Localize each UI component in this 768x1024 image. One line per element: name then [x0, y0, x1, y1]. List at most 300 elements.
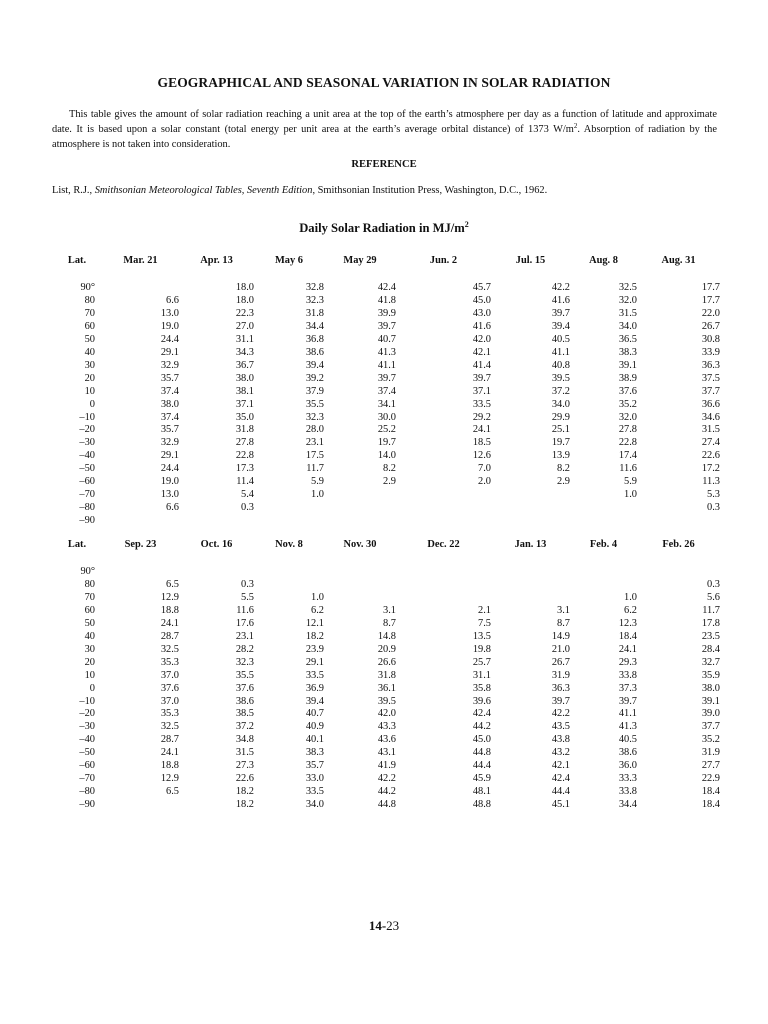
radiation-value-cell: 33.5	[472, 398, 491, 410]
radiation-value-cell: 37.0	[160, 669, 179, 681]
radiation-value-cell	[570, 502, 637, 515]
radiation-value-cell: 45.9	[472, 773, 491, 785]
radiation-value-cell: 17.8	[701, 617, 720, 629]
radiation-value-cell: 40.8	[551, 359, 570, 371]
radiation-value-cell: 34.0	[551, 398, 570, 410]
radiation-value-cell: 40.5	[551, 333, 570, 345]
radiation-value-cell: 1.0	[624, 489, 637, 501]
radiation-value-cell	[396, 579, 491, 592]
radiation-value-cell: 43.1	[377, 747, 396, 759]
radiation-value-cell: 31.9	[551, 669, 570, 681]
radiation-value-cell: 12.1	[305, 617, 324, 629]
radiation-value-cell: 17.4	[618, 450, 637, 462]
radiation-value-cell: 22.9	[701, 773, 720, 785]
radiation-value-cell: 22.6	[701, 450, 720, 462]
table-row	[52, 566, 720, 579]
radiation-value-cell: 7.5	[478, 617, 491, 629]
radiation-value-cell: 36.3	[551, 682, 570, 694]
latitude-cell: 90°	[80, 282, 95, 293]
radiation-value-cell: 5.6	[707, 591, 720, 603]
radiation-value-cell: 33.9	[701, 346, 720, 358]
radiation-value-cell: 31.1	[235, 333, 254, 345]
table-row	[52, 308, 720, 321]
radiation-value-cell: 26.7	[551, 656, 570, 668]
table-title-text: Daily Solar Radiation in MJ/m	[299, 221, 465, 235]
radiation-value-cell	[396, 566, 491, 579]
table-row	[52, 424, 720, 437]
date-column-header: Jan. 13	[514, 538, 547, 550]
table-row	[52, 644, 720, 657]
radiation-value-cell: 12.9	[160, 773, 179, 785]
radiation-value-cell: 41.1	[377, 359, 396, 371]
radiation-value-cell: 44.8	[472, 747, 491, 759]
radiation-value-cell: 32.5	[160, 643, 179, 655]
radiation-value-cell: 43.8	[551, 734, 570, 746]
radiation-value-cell: 45.0	[472, 734, 491, 746]
radiation-value-cell: 29.1	[305, 656, 324, 668]
radiation-value-cell: 29.1	[160, 346, 179, 358]
radiation-value-cell: 45.7	[472, 282, 491, 293]
radiation-value-cell: 36.0	[618, 760, 637, 772]
radiation-value-cell: 5.3	[707, 489, 720, 501]
radiation-value-cell: 41.8	[377, 294, 396, 306]
radiation-value-cell: 35.0	[235, 411, 254, 423]
radiation-value-cell: 29.9	[551, 411, 570, 423]
radiation-value-cell	[324, 579, 396, 592]
radiation-value-cell: 25.1	[551, 424, 570, 436]
date-column-header: May 6	[275, 254, 303, 266]
radiation-value-cell: 39.5	[377, 695, 396, 707]
table-row	[52, 721, 720, 734]
radiation-value-cell: 36.5	[618, 333, 637, 345]
table-row	[52, 696, 720, 709]
radiation-value-cell: 13.5	[472, 630, 491, 642]
radiation-value-cell: 3.1	[557, 604, 570, 616]
radiation-value-cell: 18.0	[235, 282, 254, 293]
radiation-value-cell: 35.7	[305, 760, 324, 772]
radiation-value-cell: 33.5	[305, 669, 324, 681]
radiation-value-cell: 41.3	[618, 721, 637, 733]
radiation-value-cell: 12.6	[472, 450, 491, 462]
table-row	[52, 773, 720, 786]
radiation-value-cell: 38.0	[701, 682, 720, 694]
latitude-cell: 10	[84, 669, 95, 681]
radiation-value-cell: 39.7	[551, 695, 570, 707]
radiation-value-cell: 35.5	[235, 669, 254, 681]
radiation-value-cell: 37.1	[235, 398, 254, 410]
latitude-cell: 80	[84, 294, 95, 306]
radiation-value-cell: 28.4	[701, 643, 720, 655]
table-row	[52, 747, 720, 760]
latitude-cell: 60	[84, 320, 95, 332]
table-row	[52, 605, 720, 618]
radiation-value-cell: 31.8	[235, 424, 254, 436]
latitude-cell: –50	[79, 463, 95, 475]
radiation-value-cell: 42.4	[551, 773, 570, 785]
radiation-value-cell	[491, 502, 570, 515]
radiation-value-cell: 37.1	[472, 385, 491, 397]
radiation-value-cell: 6.6	[166, 294, 179, 306]
radiation-value-cell: 8.2	[383, 463, 396, 475]
table-row	[52, 321, 720, 334]
table-row	[52, 683, 720, 696]
radiation-value-cell: 36.1	[377, 682, 396, 694]
latitude-cell: –40	[79, 450, 95, 462]
radiation-value-cell: 33.3	[618, 773, 637, 785]
radiation-value-cell: 14.8	[377, 630, 396, 642]
radiation-value-cell: 42.2	[551, 708, 570, 720]
radiation-value-cell: 30.8	[701, 333, 720, 345]
table-row	[52, 502, 720, 515]
radiation-value-cell: 32.0	[618, 411, 637, 423]
radiation-value-cell: 24.1	[472, 424, 491, 436]
latitude-cell: 40	[84, 346, 95, 358]
radiation-value-cell: 19.7	[377, 437, 396, 449]
latitude-cell: 10	[84, 385, 95, 397]
radiation-value-cell: 0.3	[707, 502, 720, 514]
page-title: GEOGRAPHICAL AND SEASONAL VARIATION IN SOLAR RADIATION	[157, 75, 611, 90]
table-row	[52, 347, 720, 360]
radiation-value-cell: 37.2	[551, 385, 570, 397]
radiation-value-cell: 20.9	[377, 643, 396, 655]
radiation-value-cell: 7.0	[478, 463, 491, 475]
lat-column-header: Lat.	[67, 254, 87, 266]
latitude-cell: 30	[84, 643, 95, 655]
radiation-value-cell: 37.4	[160, 411, 179, 423]
table-row	[52, 386, 720, 399]
latitude-cell: –10	[79, 695, 95, 707]
radiation-value-cell	[570, 566, 637, 579]
radiation-value-cell: 39.7	[472, 372, 491, 384]
radiation-value-cell: 24.4	[160, 333, 179, 345]
radiation-value-cell: 36.7	[235, 359, 254, 371]
date-column-header: Jul. 15	[515, 254, 546, 266]
radiation-value-cell: 34.6	[701, 411, 720, 423]
radiation-value-cell: 42.4	[472, 708, 491, 720]
radiation-value-cell: 35.5	[305, 398, 324, 410]
radiation-value-cell: 12.9	[160, 591, 179, 603]
radiation-value-cell: 37.4	[377, 385, 396, 397]
radiation-value-cell: 32.0	[618, 294, 637, 306]
table-row	[52, 282, 720, 295]
radiation-value-cell: 39.2	[305, 372, 324, 384]
latitude-cell: –60	[79, 760, 95, 772]
radiation-value-cell: 35.7	[160, 372, 179, 384]
table-row	[52, 360, 720, 373]
radiation-value-cell: 6.5	[166, 786, 179, 798]
radiation-value-cell: 18.2	[235, 786, 254, 798]
radiation-value-cell: 31.8	[377, 669, 396, 681]
radiation-value-cell	[396, 502, 491, 515]
radiation-value-cell: 37.6	[160, 682, 179, 694]
radiation-value-cell: 42.2	[551, 282, 570, 293]
radiation-value-cell: 35.3	[160, 708, 179, 720]
radiation-value-cell: 13.0	[160, 489, 179, 501]
radiation-value-cell	[254, 515, 324, 528]
radiation-value-cell: 34.0	[618, 320, 637, 332]
radiation-value-cell	[491, 515, 570, 528]
radiation-value-cell: 28.7	[160, 630, 179, 642]
table-title-superscript: 2	[464, 220, 469, 229]
date-column-header: Nov. 8	[275, 538, 303, 550]
radiation-value-cell: 21.0	[551, 643, 570, 655]
latitude-cell: –40	[79, 734, 95, 746]
radiation-value-cell: 37.7	[701, 385, 720, 397]
date-column-header: Sep. 23	[124, 538, 157, 550]
radiation-value-cell: 11.7	[306, 463, 324, 475]
lat-column-header: Lat.	[67, 538, 87, 550]
table-row	[52, 295, 720, 308]
radiation-value-cell: 23.1	[305, 437, 324, 449]
radiation-value-cell: 1.0	[624, 591, 637, 603]
radiation-value-cell: 40.5	[618, 734, 637, 746]
radiation-value-cell: 22.8	[618, 437, 637, 449]
radiation-value-cell: 38.6	[618, 747, 637, 759]
radiation-value-cell: 40.7	[305, 708, 324, 720]
table-row	[52, 463, 720, 476]
radiation-value-cell: 39.1	[618, 359, 637, 371]
radiation-value-cell: 33.8	[618, 669, 637, 681]
radiation-value-cell: 41.6	[551, 294, 570, 306]
spacer-row	[52, 553, 720, 566]
radiation-value-cell: 27.0	[235, 320, 254, 332]
latitude-cell: –50	[79, 747, 95, 759]
radiation-value-cell: 17.6	[235, 617, 254, 629]
radiation-value-cell	[324, 566, 396, 579]
latitude-cell: –90	[79, 799, 95, 811]
table-row	[52, 412, 720, 425]
date-column-header: Mar. 21	[123, 254, 158, 266]
table-row	[52, 450, 720, 463]
radiation-value-cell: 34.4	[305, 320, 324, 332]
radiation-value-cell: 2.0	[478, 476, 491, 488]
radiation-value-cell: 14.0	[377, 450, 396, 462]
table-row	[52, 515, 720, 528]
radiation-value-cell	[324, 515, 396, 528]
radiation-value-cell: 31.5	[701, 424, 720, 436]
radiation-value-cell: 33.0	[305, 773, 324, 785]
latitude-cell: 0	[89, 682, 95, 694]
radiation-value-cell: 19.0	[160, 320, 179, 332]
radiation-value-cell: 36.8	[305, 333, 324, 345]
radiation-value-cell: 44.8	[377, 799, 396, 811]
radiation-value-cell: 22.8	[235, 450, 254, 462]
radiation-value-cell: 22.0	[701, 307, 720, 319]
latitude-cell: 70	[84, 307, 95, 319]
radiation-value-cell: 38.0	[160, 398, 179, 410]
date-column-header: Aug. 31	[661, 254, 696, 266]
intro-text: This table gives the amount of solar radiation reaching a unit area at the top of the earth’s atmosphere per day as a function of latitude and approximate date. It is based upon a solar constant (total energy per unit area at the earth’s average orbital distance) of 1373 W/m	[52, 109, 717, 135]
radiation-value-cell: 31.9	[701, 747, 720, 759]
radiation-value-cell: 2.1	[478, 604, 491, 616]
radiation-value-cell	[491, 489, 570, 502]
radiation-value-cell: 27.4	[701, 437, 720, 449]
radiation-value-cell	[179, 566, 254, 579]
radiation-value-cell: 19.8	[472, 643, 491, 655]
table-row	[52, 631, 720, 644]
radiation-value-cell: 32.3	[235, 656, 254, 668]
radiation-value-cell	[102, 799, 179, 812]
page-number-value: 23	[386, 918, 400, 933]
table-row	[52, 786, 720, 799]
radiation-value-cell: 43.5	[551, 721, 570, 733]
reference-publisher: , Smithsonian Institution Press, Washington, D.C., 1962.	[312, 185, 548, 196]
radiation-value-cell: 6.5	[166, 578, 179, 590]
latitude-cell: –70	[79, 489, 95, 501]
table-row	[52, 592, 720, 605]
latitude-cell: 20	[84, 656, 95, 668]
radiation-value-cell	[324, 502, 396, 515]
radiation-value-cell: 8.7	[383, 617, 396, 629]
radiation-value-cell: 37.9	[305, 385, 324, 397]
radiation-value-cell: 38.6	[305, 346, 324, 358]
radiation-value-cell: 18.8	[160, 760, 179, 772]
radiation-value-cell: 37.6	[235, 682, 254, 694]
latitude-cell: –80	[79, 502, 95, 514]
radiation-value-cell: 11.6	[619, 463, 637, 475]
radiation-value-cell: 34.1	[377, 398, 396, 410]
radiation-value-cell: 45.1	[551, 799, 570, 811]
radiation-value-cell: 8.7	[557, 617, 570, 629]
radiation-value-cell: 28.0	[305, 424, 324, 436]
radiation-value-cell: 39.7	[618, 695, 637, 707]
radiation-value-cell: 0.3	[241, 502, 254, 514]
radiation-value-cell: 39.7	[551, 307, 570, 319]
radiation-value-cell: 23.5	[701, 630, 720, 642]
radiation-value-cell: 6.6	[166, 502, 179, 514]
radiation-value-cell: 29.2	[472, 411, 491, 423]
table-row	[52, 657, 720, 670]
radiation-value-cell	[570, 515, 637, 528]
radiation-value-cell: 37.7	[701, 721, 720, 733]
date-column-header: May 29	[343, 254, 377, 266]
radiation-value-cell: 43.6	[377, 734, 396, 746]
radiation-value-cell: 44.2	[472, 721, 491, 733]
radiation-value-cell: 32.5	[618, 282, 637, 293]
radiation-value-cell: 48.8	[472, 799, 491, 811]
radiation-value-cell: 40.7	[377, 333, 396, 345]
latitude-cell: –30	[79, 437, 95, 449]
radiation-value-cell: 42.0	[377, 708, 396, 720]
latitude-cell: –70	[79, 773, 95, 785]
radiation-value-cell: 41.1	[618, 708, 637, 720]
table-row	[52, 708, 720, 721]
radiation-value-cell: 43.3	[377, 721, 396, 733]
radiation-value-cell: 22.6	[235, 773, 254, 785]
latitude-cell: –20	[79, 424, 95, 436]
radiation-value-cell: 35.9	[701, 669, 720, 681]
radiation-value-cell: 30.0	[377, 411, 396, 423]
radiation-value-cell	[637, 515, 720, 528]
radiation-value-cell: 11.7	[702, 604, 720, 616]
radiation-value-cell: 38.0	[235, 372, 254, 384]
radiation-value-cell: 42.4	[377, 282, 396, 293]
radiation-value-cell: 24.1	[618, 643, 637, 655]
radiation-value-cell: 25.2	[377, 424, 396, 436]
latitude-cell: 50	[84, 617, 95, 629]
radiation-value-cell: 44.4	[551, 786, 570, 798]
radiation-value-cell: 37.3	[618, 682, 637, 694]
radiation-value-cell: 29.3	[618, 656, 637, 668]
date-column-header: Dec. 22	[427, 538, 460, 550]
radiation-value-cell	[396, 489, 491, 502]
radiation-value-cell: 18.5	[472, 437, 491, 449]
radiation-value-cell: 0.3	[707, 578, 720, 590]
radiation-value-cell: 13.0	[160, 307, 179, 319]
radiation-value-cell: 39.7	[377, 372, 396, 384]
solar-radiation-table-spring-summer	[52, 253, 720, 528]
radiation-value-cell: 42.2	[377, 773, 396, 785]
radiation-value-cell: 36.3	[701, 359, 720, 371]
radiation-value-cell: 27.8	[618, 424, 637, 436]
radiation-value-cell: 36.6	[701, 398, 720, 410]
radiation-value-cell: 2.9	[383, 476, 396, 488]
radiation-value-cell: 35.8	[472, 682, 491, 694]
table-row	[52, 399, 720, 412]
date-column-header: Aug. 8	[589, 254, 618, 266]
table-row	[52, 670, 720, 683]
radiation-value-cell: 39.7	[377, 320, 396, 332]
radiation-value-cell: 27.3	[235, 760, 254, 772]
radiation-value-cell	[254, 579, 324, 592]
radiation-value-cell	[102, 566, 179, 579]
radiation-value-cell: 40.9	[305, 721, 324, 733]
date-column-header: Apr. 13	[200, 254, 233, 266]
table-row	[52, 476, 720, 489]
radiation-value-cell: 14.9	[551, 630, 570, 642]
radiation-value-cell: 41.3	[377, 346, 396, 358]
latitude-cell: –30	[79, 721, 95, 733]
radiation-value-cell: 24.1	[160, 617, 179, 629]
radiation-value-cell: 37.2	[235, 721, 254, 733]
radiation-value-cell: 44.2	[377, 786, 396, 798]
date-column-header: Feb. 4	[589, 538, 618, 550]
radiation-value-cell: 0.3	[241, 578, 254, 590]
table-row	[52, 489, 720, 502]
radiation-value-cell	[491, 566, 570, 579]
radiation-value-cell: 26.6	[377, 656, 396, 668]
reference-authors: List, R.J.,	[52, 185, 95, 196]
radiation-value-cell: 5.5	[241, 591, 254, 603]
intro-text-end: . Absorption of radiation by the atmosphere is not taken into consideration.	[52, 124, 717, 150]
radiation-value-cell: 23.9	[305, 643, 324, 655]
radiation-value-cell: 38.3	[618, 346, 637, 358]
radiation-value-cell: 42.1	[551, 760, 570, 772]
intro-superscript: 2	[573, 122, 578, 130]
latitude-cell: –20	[79, 708, 95, 720]
radiation-value-cell	[254, 566, 324, 579]
radiation-value-cell: 6.2	[624, 604, 637, 616]
radiation-value-cell: 38.9	[618, 372, 637, 384]
latitude-cell: 60	[84, 604, 95, 616]
radiation-value-cell: 22.3	[235, 307, 254, 319]
radiation-value-cell: 31.5	[618, 307, 637, 319]
table-header-row	[52, 253, 720, 269]
radiation-value-cell: 8.2	[557, 463, 570, 475]
reference-heading: REFERENCE	[351, 159, 417, 170]
radiation-value-cell: 31.1	[472, 669, 491, 681]
radiation-value-cell: 39.0	[701, 708, 720, 720]
radiation-value-cell: 12.3	[618, 617, 637, 629]
table-row	[52, 579, 720, 592]
page-number	[0, 918, 768, 934]
radiation-value-cell: 28.7	[160, 734, 179, 746]
radiation-value-cell: 18.4	[701, 799, 720, 811]
radiation-value-cell: 17.2	[701, 463, 720, 475]
radiation-value-cell: 26.7	[701, 320, 720, 332]
radiation-value-cell: 42.1	[472, 346, 491, 358]
radiation-value-cell	[102, 282, 179, 295]
